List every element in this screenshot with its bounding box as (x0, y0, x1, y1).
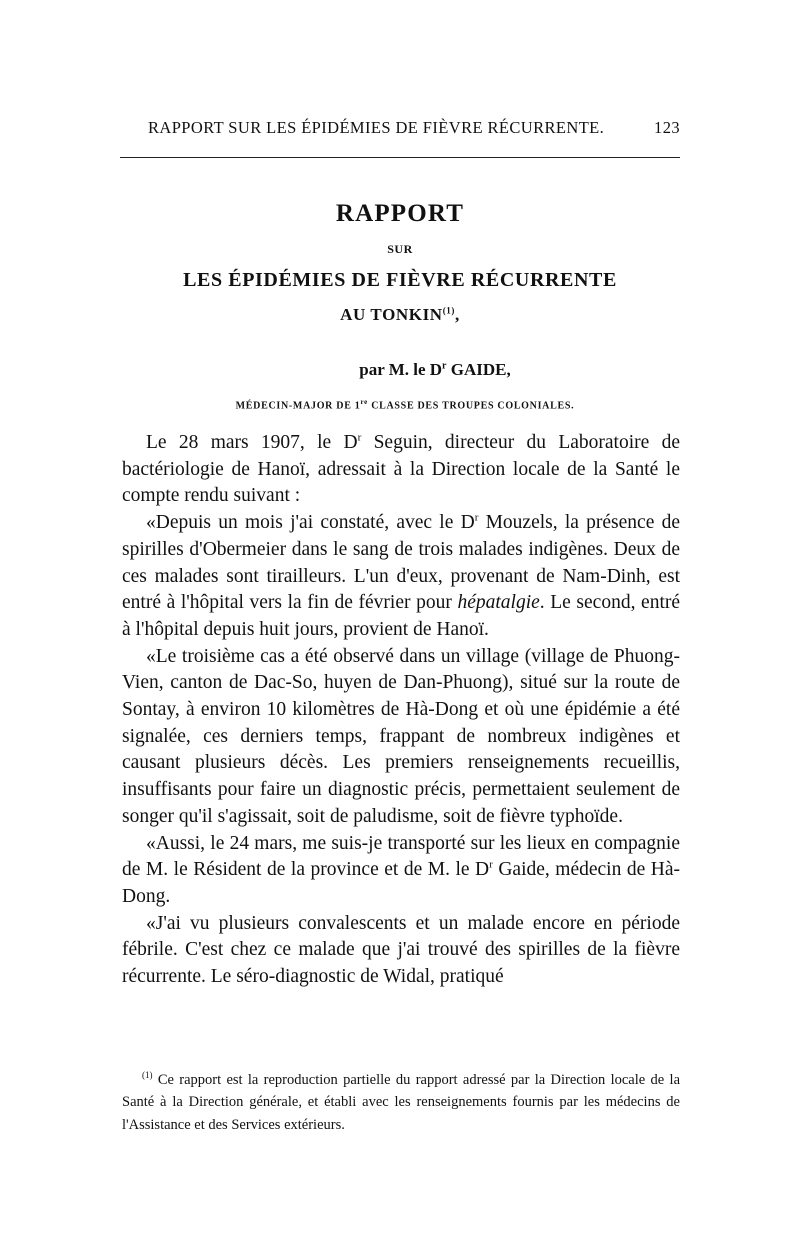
p1-sup: r (357, 431, 362, 444)
running-header (148, 118, 680, 138)
footnote-marker: (1) (142, 1070, 153, 1080)
p4-text-a: «Aussi, le 24 mars, me suis-je transporté sur les lieux en compagnie de M. le Résident de la province et de M. le D (122, 832, 680, 881)
author-name: GAIDE, (450, 360, 511, 379)
p4-sup: r (489, 858, 493, 871)
paragraph-2 (122, 510, 680, 644)
rank-sup: re (360, 398, 368, 406)
byline-prefix: par M. le D (359, 360, 443, 379)
author-byline (100, 360, 700, 380)
paragraph-1 (122, 430, 680, 510)
page-number: 123 (654, 118, 680, 137)
footnote-text: Ce rapport est la reproduction partielle du rapport adressé par la Direction locale de la Santé à la Direction générale, et établi avec les renseignements fournis par les médecins de l'Assistance et des Services extérieurs. (122, 1071, 681, 1133)
title-line-2: SUR (387, 242, 413, 256)
p1-text-a: Le 28 mars 1907, le D (146, 432, 358, 453)
rank-suffix: CLASSE DES TROUPES COLONIALES. (371, 400, 575, 412)
paragraph-4 (122, 831, 680, 911)
title-line-4-text: AU TONKIN (340, 305, 443, 324)
running-title: RAPPORT SUR LES ÉPIDÉMIES DE FIÈVRE RÉCURRENTE. (148, 118, 605, 137)
title-note-marker: (1) (442, 305, 455, 316)
p4-text-b: Gaide, médecin de Hà-Dong. (122, 859, 680, 907)
title-line-4-suffix: , (454, 305, 460, 324)
p2-text-b: Mouzels, la présence de spirilles d'Obermeier dans le sang de trois malades indigènes. Deux de ces malades sont tirailleurs. L'un d'eux, provenant de Nam-Dinh, est entré à l'hôpital vers la fin de février pour (122, 512, 680, 614)
author-rank (100, 398, 700, 411)
p2-text-c: . Le second, entré à l'hôpital depuis huit jours, provient de Hanoï. (122, 592, 681, 640)
body-text (122, 430, 680, 991)
paragraph-3: «Le troisième cas a été observé dans un village (village de Phuong-Vien, canton de Dac-So, huyen de Dan-Phuong), situé sur la route de Sontay, à environ 10 kilomètres de Hà-Dong et où une épidémie a été signalée, ces derniers temps, frappant de nombreux indigènes et causant plusieurs décès. Les premiers renseignements recueillis, insuffisants pour faire un diagnostic précis, permettaient seulement de songer qu'il s'agissait, soit de paludisme, soit de fièvre typhoïde. (122, 645, 680, 827)
footnote (122, 1064, 680, 1136)
byline-sup: r (442, 360, 447, 372)
title-line-3: LES ÉPIDÉMIES DE FIÈVRE RÉCURRENTE (183, 269, 617, 291)
rank-prefix: MÉDECIN-MAJOR DE 1 (235, 400, 361, 412)
title-line-1: RAPPORT (335, 200, 465, 227)
title-line-4 (100, 305, 700, 325)
p2-text-a: «Depuis un mois j'ai constaté, avec le D (146, 512, 475, 534)
header-rule (120, 157, 680, 158)
footnote-paragraph (122, 1064, 680, 1136)
p1-text-b: Seguin, directeur du Laboratoire de bactériologie de Hanoï, adressait à la Direction locale de la Santé le compte rendu suivant : (122, 432, 680, 507)
p2-emphasis: hépatalgie (457, 592, 540, 614)
p2-sup: r (474, 511, 479, 524)
article-title (100, 200, 700, 325)
paragraph-5: «J'ai vu plusieurs convalescents et un malade encore en période fébrile. C'est chez ce malade que j'ai trouvé des spirilles de la fièvre récurrente. Le séro-diagnostic de Widal, pratiqué (122, 912, 680, 988)
